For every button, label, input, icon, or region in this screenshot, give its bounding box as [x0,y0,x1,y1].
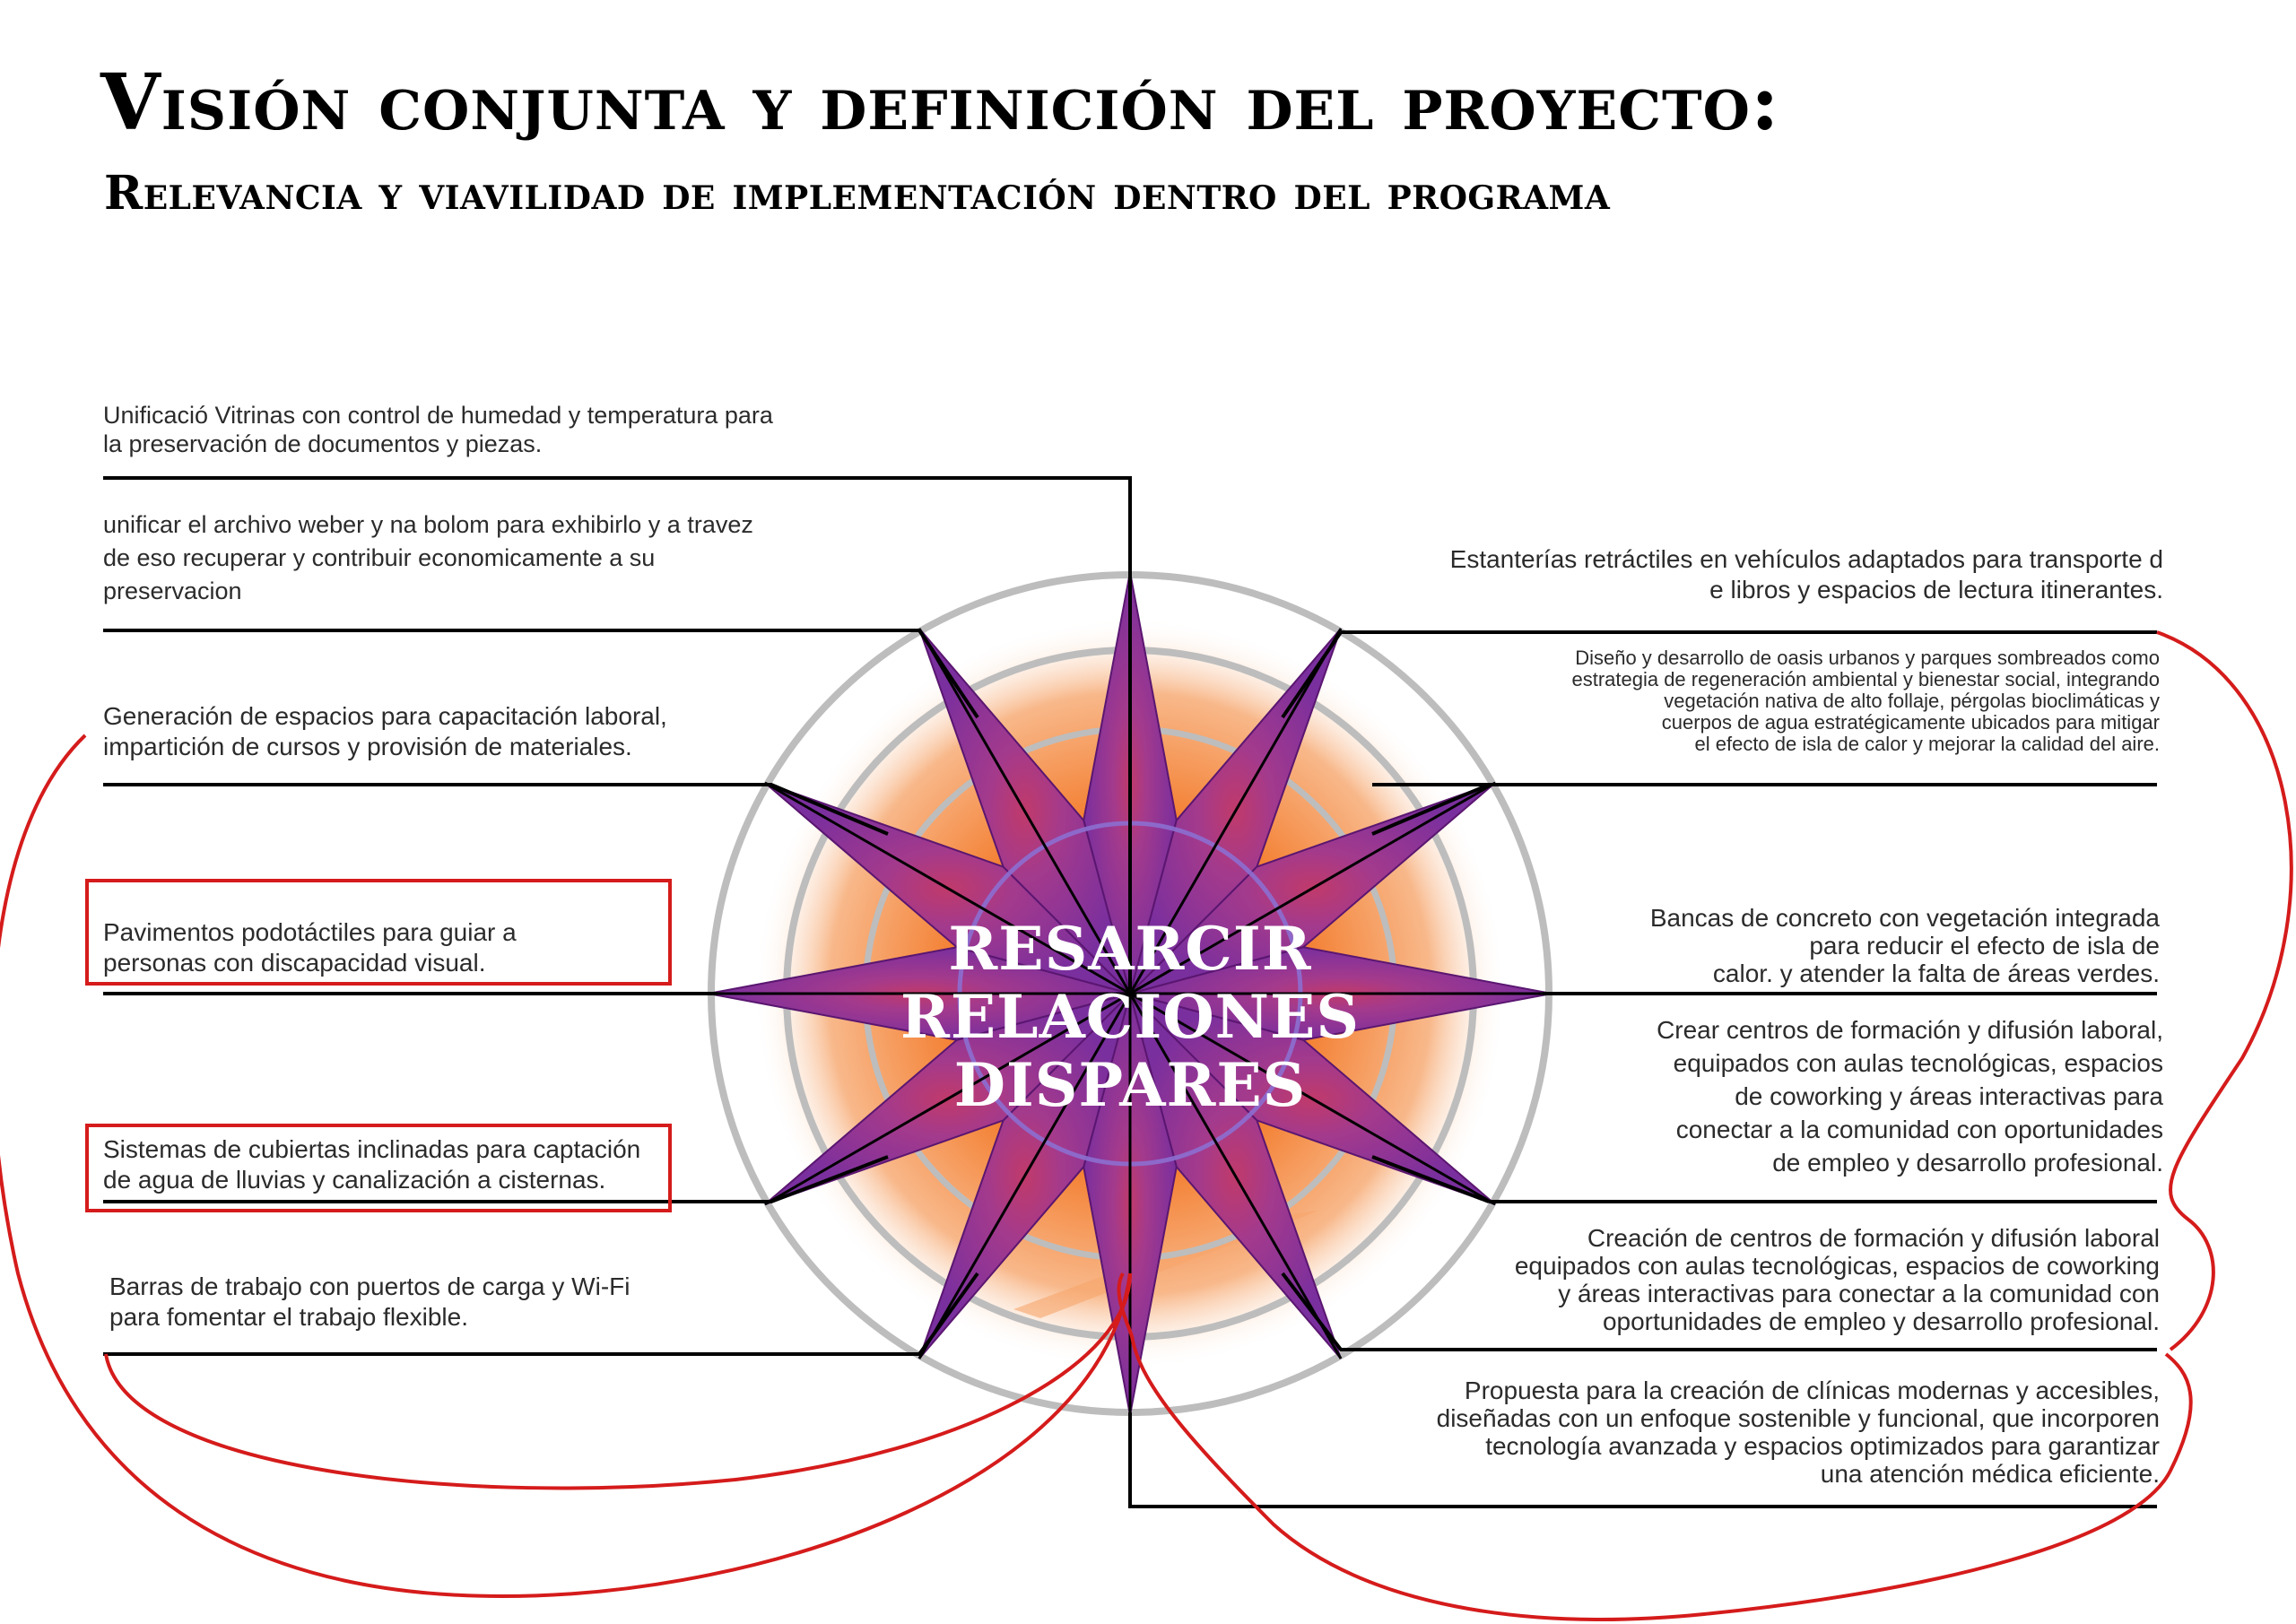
page-title: Visión conjunta y definición del proyecto: [100,57,1780,148]
center-label-line: RESARCIR [948,914,1312,984]
right-item-centros-crear: Crear centros de formación y difusión laboral, equipados con aulas tecnológicas, espacios de coworking y áreas interactivas para conectar a la comunidad con oportunidades de empleo y desarrollo profesional. [1657,1016,2163,1177]
center-label-line: DISPARES [953,1050,1307,1120]
center-label-line: RELACIONES [900,982,1360,1052]
connector-left-3 [103,785,888,834]
page-subtitle: Relevancia y viavilidad de implementación dentro del programa [104,166,1611,221]
left-item-archivo: unificar el archivo weber y na bolom para exhibirlo y a travez de eso recuperar y contribuir economicamente a su preservacion [103,511,753,604]
left-item-cubiertas: Sistemas de cubiertas inclinadas para captación de agua de lluvias y canalización a cisternas. [103,1135,641,1194]
center-label [861,915,1399,1119]
left-item-pavimentos: Pavimentos podotáctiles para guiar a personas con discapacidad visual. [103,918,517,977]
right-item-clinicas: Propuesta para la creación de clínicas modernas y accesibles, diseñadas con un enfoque sostenible y funcional, que incorporen tecnología avanzada y espacios optimizados para garantizar una atención médica eficiente. [1436,1376,2160,1488]
left-item-vitrinas: Unificació Vitrinas con control de humedad y temperatura para la preservación de documentos y piezas. [103,402,773,458]
right-item-bancas: Bancas de concreto con vegetación integrada para reducir el efecto de isla de calor. y atender la falta de áreas verdes. [1649,904,2160,987]
right-item-oasis: Diseño y desarrollo de oasis urbanos y parques sombreados como estrategia de regeneración ambiental y bienestar social, integrando vegetación nativa de alto follaje, pérgolas bioclimáticas y cuerpos de agua estratégicamente ubicados para mitigar el efecto de isla de calor y mejorar la calidad del aire. [1571,647,2160,755]
right-item-estanterias: Estanterías retráctiles en vehículos adaptados para transporte d e libros y espacios de lectura itinerantes. [1449,545,2163,604]
annotation-curve-right [2157,632,2292,1350]
right-item-centros-creacion: Creación de centros de formación y difusión laboral equipados con aulas tecnológicas, espacios de coworking y áreas interactivas para conectar a la comunidad con oportunidades de empleo y desarrollo profesional. [1514,1224,2160,1335]
left-item-capacitacion: Generación de espacios para capacitación laboral, impartición de cursos y provisión de materiales. [103,702,667,760]
left-item-barras: Barras de trabajo con puertos de carga y Wi-Fi para fomentar el trabajo flexible. [109,1272,631,1331]
